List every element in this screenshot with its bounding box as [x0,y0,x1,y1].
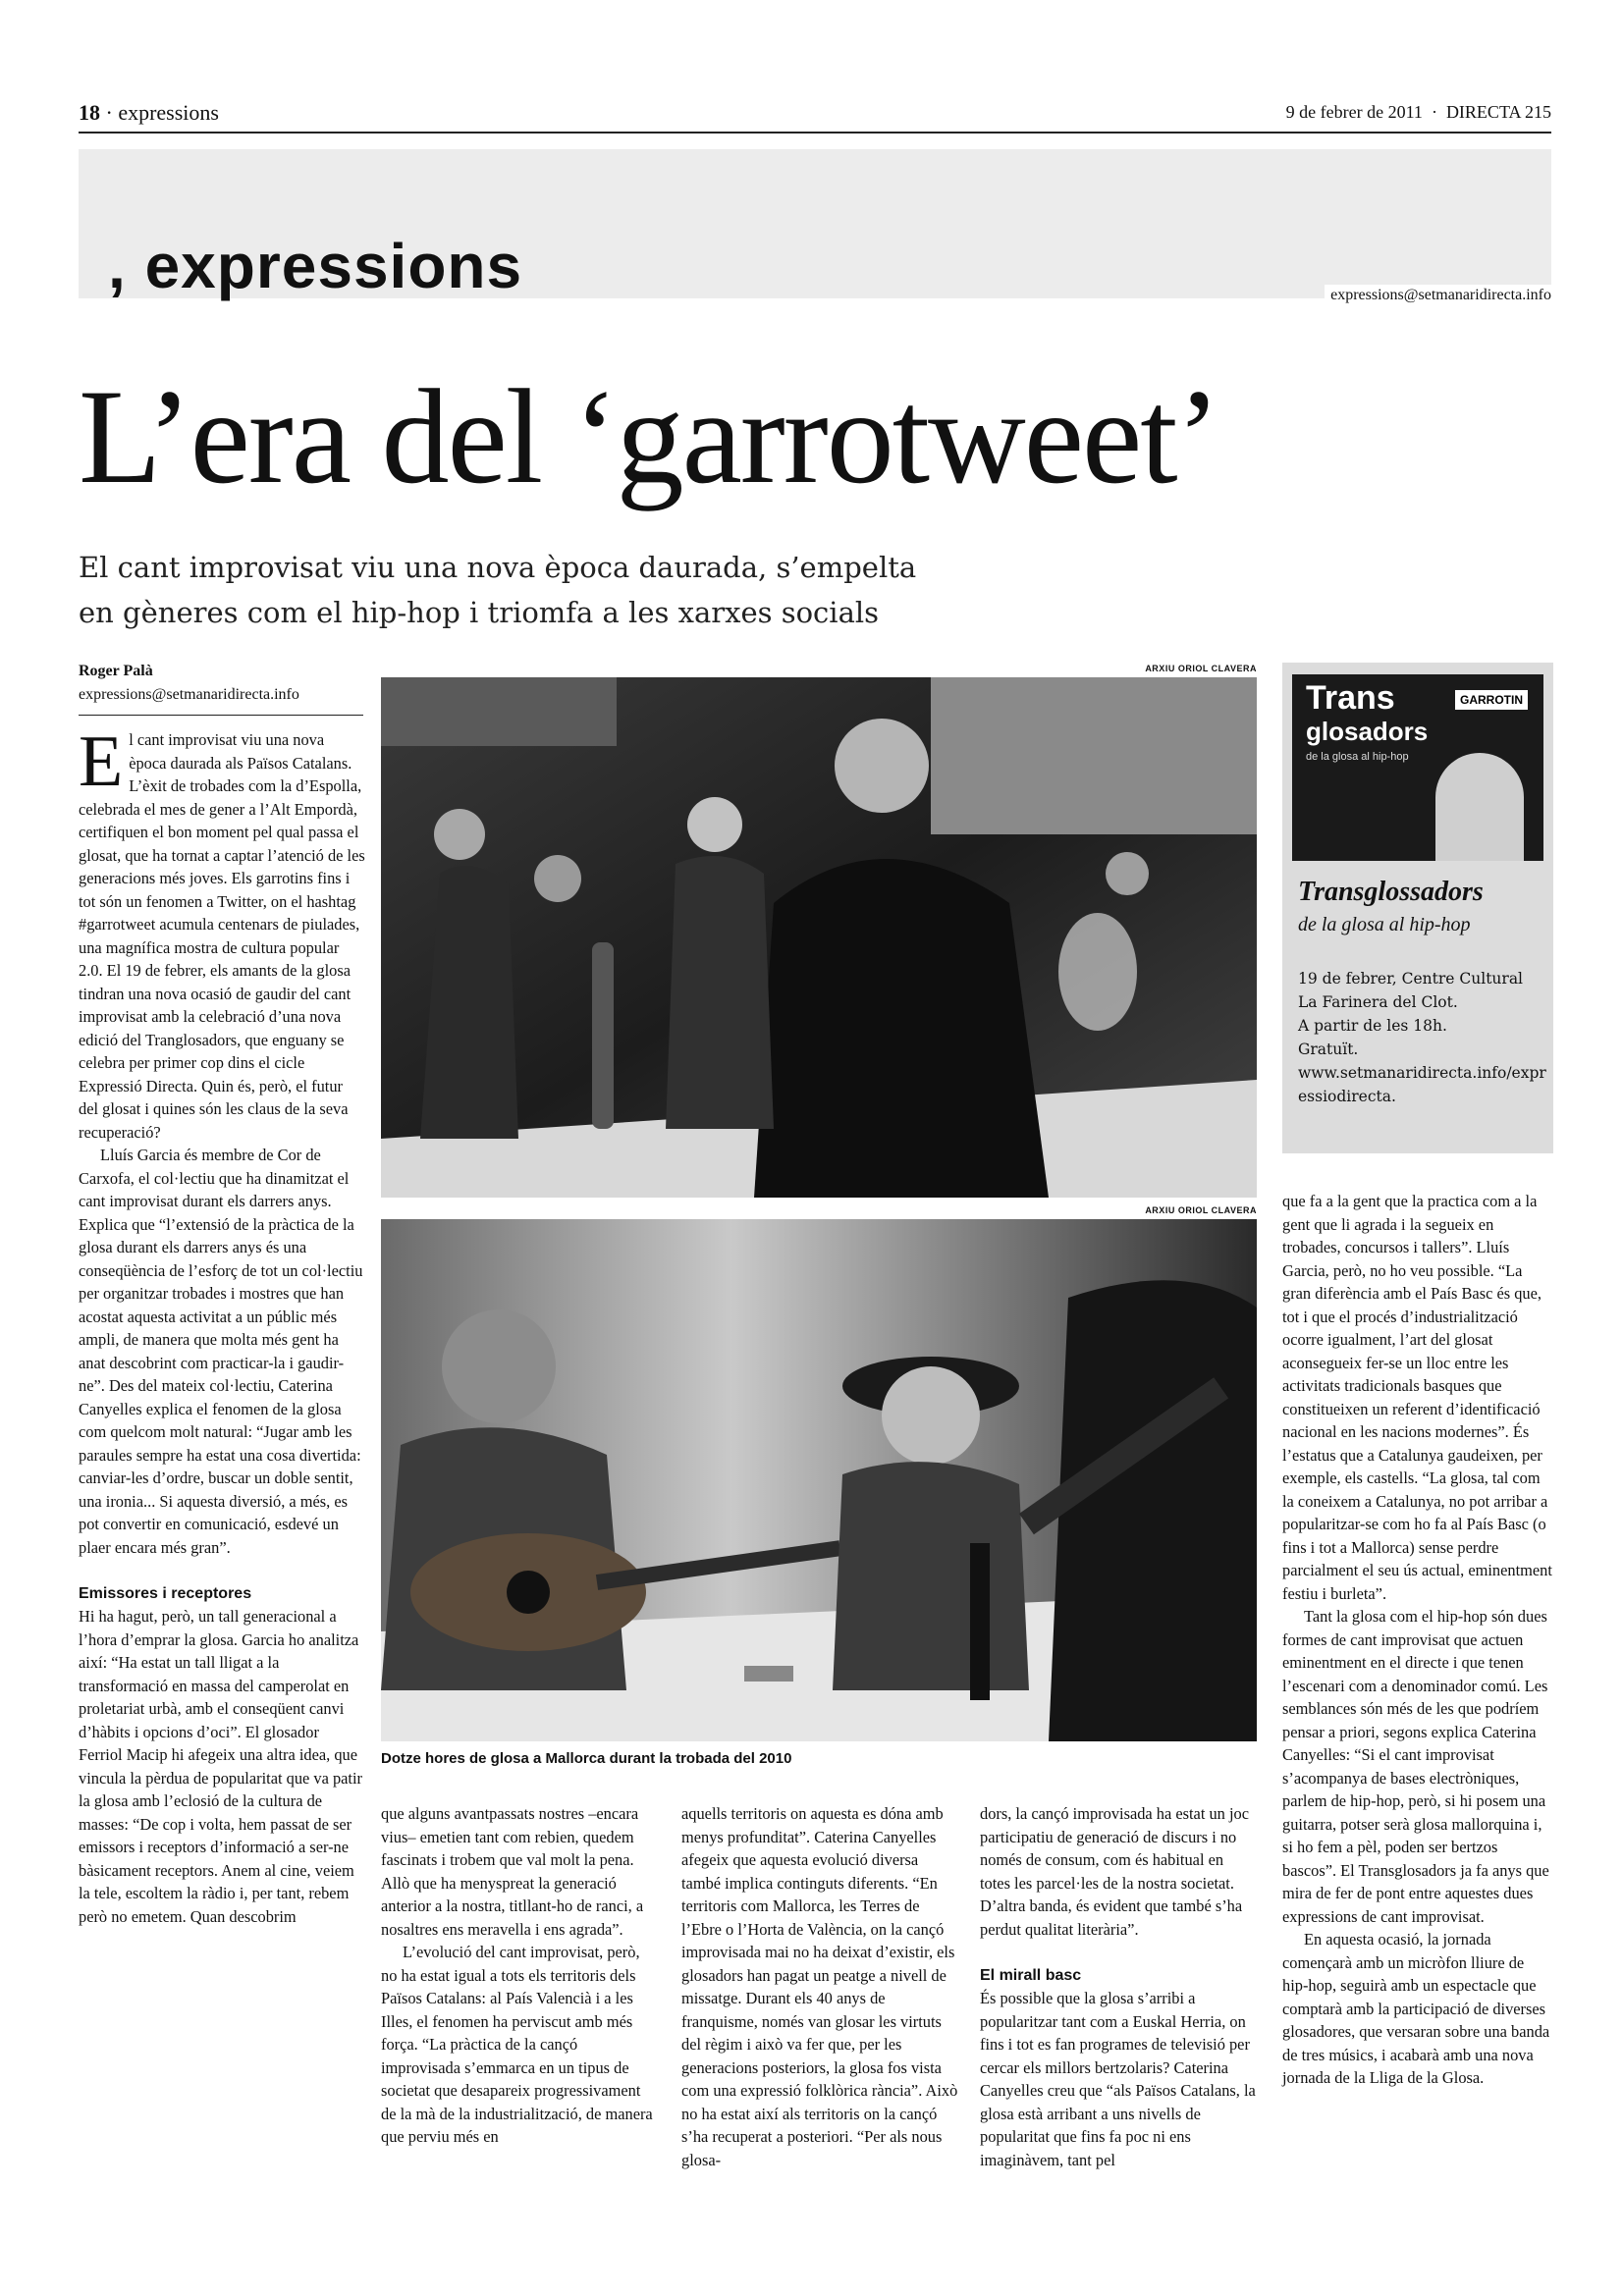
column-4 [980,1802,1257,2171]
page-folio: 18 · expressions [79,100,219,125]
photo-credit-1: ARXIU ORIOL CLAVERA [1145,664,1257,673]
author-email: expressions@setmanaridirecta.info [79,683,363,716]
paragraph: El cant improvisat viu una nova època daurada als Països Catalans. L’èxit de trobades com la d’Espolla, celebrada el mes de gener a l’Alt Empordà, certifiquen el bon moment pel qual passa el glosat, que ha tornat a captar l’atenció de les generacions més joves. Els garrotins fins i tot són un fenomen a Twitter, on el hashtag #garrotweet acumula centenars de piulades, una magnífica mostra de cultura popular 2.0. El 19 de febrer, els amants de la glosa tindran una nova ocasió de gaudir del cant improvisat amb la celebració d’una nova edició del Tranglosadors, que enguany se celebra per primer cop dins el cicle Expressió Directa. Quin és, però, el futur del glosat i quines són les claus de la seva recuperació? [79,721,365,1142]
paragraph: L’evolució del cant improvisat, però, no ha estat igual a tots els territoris dels Països Catalans: al País Valencià i a les Illes, el fenomen ha perviscut amb més força. “La pràctica de la cançó improvisada s’emmarca en un tipus de societat que desapareix progressivament de la mà de la industrialització, de manera que perviu més en [381,1943,653,2146]
paragraph: que fa a la gent que la practica com a la gent que li agrada i la segueix en trobades, concursos i tallers”. Lluís Garcia, però, no ho veu possible. “La gran diferència amb el País Basc és que, tot i que el procés d’industrialització ocorre igualment, l’art del glosat aconsegueix fer-se un lloc entre les activitats tradicionals basques que constitueixen un referent d’identificació nacional en les nacions modernes”. És l’estatus que a Catalunya gaudeixen, per exemple, els castells. “La glosa, tal com la coneixem a Catalunya, no pot arribar a popularitzar-se com ho fa al País Basc (o fins i tot a Mallorca) sense perdre parcialment el seu ús actual, eminentment festiu i burleta”. [1282,1192,1552,1603]
paragraph: Hi ha hagut, però, un tall generacional a l’hora d’emprar la glosa. Garcia ho analitza així: “Ha estat un tall lligat a la transformació en massa del camperolat en proletariat urbà, amb el conseqüent canvi d’hàbits i opcions d’oci”. El glosador Ferriol Macip hi afegeix una altra idea, que vincula la pèrdua de popularitat que va patir la glosa amb l’eclosió de la cultura de masses: “De cop i volta, hem passat de ser emissors i receptors d’informació a ser-ne bàsicament receptors. Anem al cine, veiem la tele, escoltem la ràdio i, per tant, rebem però no emetem. Quan descobrim [79,1607,362,1926]
section-name: expressions [118,100,219,125]
photo-singers-room [381,677,1257,1198]
subhead-line-1: El cant improvisat viu una nova època daurada, s’empelta [79,551,917,584]
event-detail-time: A partir de les 18h. [1298,1017,1447,1035]
column-2 [381,1802,658,2149]
paragraph: Lluís Garcia és membre de Cor de Carxofa, el col·lectiu que ha dinamitzat el cant improvisat durant els darrers anys. Explica que “l’extensió de la pràctica de la glosa durant els darrers anys és una conseqüència de l’esforç de tot un col·lectiu per organitzar trobades i mostres que han acostat aquesta activitat a un públic més ampli, de manera que molta més gent ha anat descobrint com practicar-la i gaudir-ne”. Des del mateix col·lectiu, Caterina Canyelles explica el fenomen de la glosa com quelcom molt natural: “Jugar amb les paraules sempre ha estat una cosa divertida: canviar-les d’ordre, buscar un doble sentit, una ironia... Si aquesta diversió, a més, es pot convertir en comunicació, esdevé un plaer encara més gran”. [79,1146,363,1557]
poster-title-line-1: Trans [1306,679,1395,717]
poster-title [1306,679,1429,747]
section-band [79,149,1551,303]
issue-date: 9 de febrer de 2011 [1285,102,1423,122]
column-5 [1282,1190,1553,2090]
publication-name: DIRECTA 215 [1445,102,1551,122]
subheading-emissores: Emissores i receptores [79,1585,252,1602]
author-name: Roger Palà [79,663,153,679]
event-subtitle: de la glosa al hip-hop [1298,914,1471,935]
poster-subtitle: de la glosa al hip-hop [1306,751,1409,763]
poster-figure [1435,753,1524,861]
event-detail-price: Gratuït. [1298,1041,1359,1058]
event-details [1298,967,1553,1108]
photo-caption: Dotze hores de glosa a Mallorca durant la trobada del 2010 [381,1750,792,1767]
byline [79,660,363,716]
event-detail-venue: 19 de febrer, Centre Cultural [1298,970,1524,988]
drop-cap: E [79,721,124,802]
page-header [79,98,1551,133]
paragraph: que alguns avantpassats nostres –encara vius– emetien tant com rebien, quedem fascinats i trobem que val molt la pena. Allò que ha menyspreat la generació anterior a la nostra, titllant-ho de ranci, a nosaltres ens meravella i ens agrada”. [381,1804,644,1939]
section-title: , expressions [108,231,523,301]
issue-info: 9 de febrer de 2011 · DIRECTA 215 [1285,102,1551,122]
event-poster [1292,674,1543,861]
subheading-mirall-basc: El mirall basc [980,1967,1082,1984]
poster-title-line-2: glosadors [1306,717,1429,746]
photo-credit-2: ARXIU ORIOL CLAVERA [1145,1205,1257,1215]
event-detail-link[interactable]: www.setmanaridirecta.info/expressiodirecta. [1298,1064,1546,1105]
event-title: Transglossadors [1298,877,1484,907]
article-headline: L’era del ‘garrotweet’ [79,361,1219,511]
event-detail-place: La Farinera del Clot. [1298,993,1458,1011]
section-email: expressions@setmanaridirecta.info [1325,285,1551,306]
column-3 [681,1802,960,2171]
event-sidebar [1282,663,1553,1153]
subhead-line-2: en gèneres com el hip-hop i triomfa a les xarxes socials [79,596,880,629]
photo-guitar-glosa [381,1219,1257,1741]
paragraph: Tant la glosa com el hip-hop són dues formes de cant improvisat que actuen eminentment en el directe i que tenen l’escenari com a denominador comú. Les semblances són més de les que podríem pensar a priori, segons explica Caterina Canyelles: “Si el cant improvisat s’acompanya de bases electròniques, parlem de hip-hop, però, si hi posem una guitarra, potser serà glosa mallorquina i, si ho fem a pèl, poden ser bertzos bascos”. El Transglosadors ja fa anys que mira de fer de pont entre aquestes dues expressions de cant improvisat. [1282,1607,1549,1926]
paragraph: És possible que la glosa s’arribi a popularitzar tant com a Euskal Herria, on fins i tot es fan programes de televisió per cercar els millors bertzolaris? Caterina Canyelles creu que “als Països Catalans, la glosa està arribant a uns nivells de popularitat que fins fa poc ni ens imaginàvem, tant pel [980,1989,1256,2169]
article-subhead [79,545,1041,635]
paragraph: dors, la cançó improvisada ha estat un joc participatiu de generació de discurs i no només de consum, com és habitual en totes les parcel·les de la nostra societat. D’altra banda, és evident que també s’ha perdut qualitat literària”. [980,1804,1249,1939]
poster-badge: GARROTIN [1455,690,1528,710]
paragraph: aquells territoris on aquesta es dóna amb menys profunditat”. Caterina Canyelles afegeix que aquesta evolució diversa també implica continguts diferents. “En territoris com Mallorca, les Terres de l’Ebre o l’Horta de València, on la cançó improvisada mai no ha deixat d’existir, els glosadors han pagat un peatge a nivell de missatge. Durant els 40 anys de franquisme, només van glosar les virtuts del règim i això va fer que, per les generacions posteriors, la glosa fos vista com una expressió folklòrica rància”. Això no ha estat així als territoris on la cançó s’ha recuperat a posteriori. “Per als nous glosa- [681,1804,958,2169]
paragraph: En aquesta ocasió, la jornada començarà amb un micròfon lliure de hip-hop, seguirà amb un espectacle que comptarà amb la participació de diverses glosadores, que versaran sobre una banda de tres músics, i acabarà amb una nova jornada de la Lliga de la Glosa. [1282,1930,1550,2087]
column-1 [79,721,365,1928]
page-number: 18 [79,100,100,125]
